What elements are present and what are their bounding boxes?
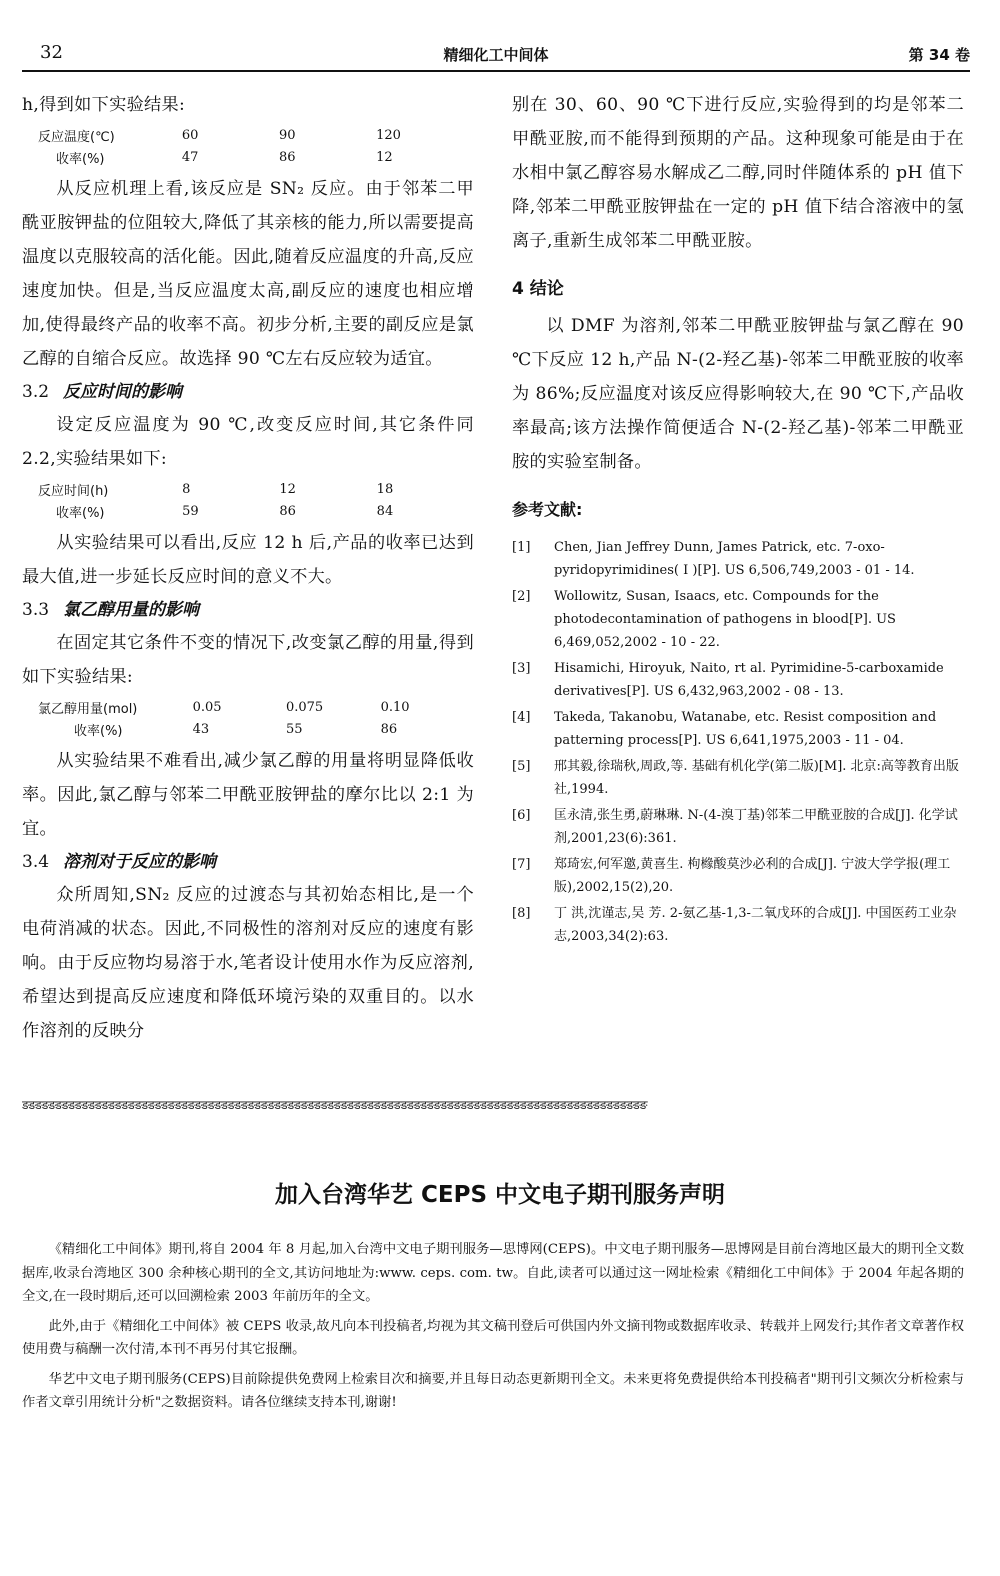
reference-number: [3]	[512, 661, 531, 676]
section-title: 氯乙醇用量的影响	[63, 600, 200, 620]
reference-item	[512, 585, 964, 654]
reference-number: [7]	[512, 857, 531, 872]
paragraph: 在固定其它条件不变的情况下,改变氯乙醇的用量,得到如下实验结果:	[22, 633, 474, 687]
table-cell: 0.10	[380, 699, 410, 715]
reference-text: 丁 洪,沈谨志,吴 芳. 2-氨乙基-1,3-二氧戊环的合成[J]. 中国医药工业杂志,2003,34(2):63.	[554, 906, 957, 944]
left-column	[22, 88, 474, 1048]
reference-text: 邢其毅,徐瑞秋,周政,等. 基础有机化学(第二版)[M]. 北京:高等教育出版社,1994.	[554, 759, 959, 797]
table-cell: 47	[181, 149, 199, 165]
reference-item	[512, 657, 964, 703]
table-row	[22, 718, 474, 740]
paragraph: 众所周知,SN₂ 反应的过渡态与其初始态相比,是一个电荷消减的状态。因此,不同极性的溶剂对反应的速度有影响。由于反应物均易溶于水,笔者设计使用水作为反应溶剂,希望达到提高反应速度和降低环境污染的双重目的。以水作溶剂的反映分	[22, 885, 474, 1041]
reference-list	[512, 536, 964, 948]
table-cell: 86	[380, 721, 398, 737]
section-heading-4: 4 结论	[512, 279, 564, 299]
row-label: 氯乙醇用量(mol)	[38, 701, 138, 717]
table-cell: 84	[376, 503, 394, 519]
reference-text: Chen, Jian Jeffrey Dunn, James Patrick, etc. 7-oxo-pyridopyrimidines( Ⅰ )[P]. US 6,506,749,2003 - 01 - 14.	[554, 540, 915, 578]
table-cell: 59	[182, 503, 199, 519]
paragraph: 从反应机理上看,该反应是 SN₂ 反应。由于邻苯二甲酰亚胺钾盐的位阻较大,降低了其亲核的能力,所以需要提高温度以克服较高的活化能。因此,随着反应温度的升高,反应速度加快。但是,当反应温度太高,副反应的速度也相应增加,使得最终产品的收率不高。初步分析,主要的副反应是氯乙醇的自缩合反应。故选择 90 ℃左右反应较为适宜。	[22, 179, 474, 369]
reference-number: [4]	[512, 710, 531, 725]
paragraph: 从实验结果不难看出,减少氯乙醇的用量将明显降低收率。因此,氯乙醇与邻苯二甲酰亚胺钾盐的摩尔比以 2:1 为宜。	[22, 751, 474, 839]
table-cell: 60	[181, 127, 199, 143]
reference-number: [5]	[512, 759, 531, 774]
table-cell: 55	[285, 721, 303, 737]
right-column	[512, 88, 964, 951]
reference-text: Hisamichi, Hiroyuk, Naito, rt al. Pyrimidine-5-carboxamide derivatives[P]. US 6,432,963,2002 - 08 - 13.	[554, 661, 944, 699]
table-cell: 12	[376, 149, 393, 165]
row-label: 收率(%)	[56, 151, 105, 167]
notice-paragraph: 此外,由于《精细化工中间体》被 CEPS 收录,故凡向本刊投稿者,均视为其文稿刊登后可供国内外文摘刊物或数据库收录、转载并上网发行;其作者文章著作权使用费与稿酬一次付清,本刊不再另付其它报酬。	[22, 1318, 964, 1357]
table-row	[22, 146, 474, 168]
paragraph: 以 DMF 为溶剂,邻苯二甲酰亚胺钾盐与氯乙醇在 90 ℃下反应 12 h,产品 N-(2-羟乙基)-邻苯二甲酰亚胺的收率为 86%;反应温度对该反应得影响较大,在 90 ℃下,产品收率最高;该方法操作简便适合 N-(2-羟乙基)-邻苯二甲酰亚胺的实验室制备。	[512, 316, 964, 472]
reference-item	[512, 755, 964, 801]
result-table-dosage	[22, 696, 474, 740]
section-number: 3.2	[22, 382, 50, 402]
page-number: 32	[40, 42, 63, 63]
reference-item	[512, 536, 964, 582]
table-cell: 43	[192, 721, 210, 737]
table-cell: 8	[182, 481, 191, 497]
table-cell: 0.075	[285, 699, 324, 715]
reference-text: 郑琦宏,何军邀,黄喜生. 枸橼酸莫沙必利的合成[J]. 宁波大学学报(理工版),2002,15(2),20.	[554, 857, 951, 895]
references-title: 参考文献:	[512, 500, 583, 519]
notice-paragraph: 《精细化工中间体》期刊,将自 2004 年 8 月起,加入台湾中文电子期刊服务—思博网(CEPS)。中文电子期刊服务—思博网是目前台湾地区最大的期刊全文数据库,收录台湾地区 300 余种核心期刊的全文,其访问地址为:www. ceps. com. tw。自此,读者可以通过这一网址检索《精细化工中间体》于 2004 年起各期的全文,在一段时期后,还可以回溯检索 2003 年前历年的全文。	[22, 1242, 964, 1304]
notice-paragraph: 华艺中文电子期刊服务(CEPS)目前除提供免费网上检索目次和摘要,并且每日动态更新期刊全文。未来更将免费提供给本刊投稿者"期刊引文频次分析检索与作者文章引用统计分析"之数据资料。请各位继续支持本刊,谢谢!	[22, 1371, 964, 1410]
header-rule	[22, 70, 970, 72]
table-row	[22, 500, 474, 522]
section-title: 溶剂对于反应的影响	[63, 852, 217, 872]
section-heading-3-2	[22, 376, 474, 408]
table-cell: 90	[279, 127, 296, 143]
table-row	[22, 124, 474, 146]
section-heading-3-3	[22, 594, 474, 626]
page-header	[22, 40, 970, 70]
row-label: 收率(%)	[56, 505, 105, 521]
reference-number: [1]	[512, 540, 531, 555]
table-cell: 120	[376, 127, 401, 143]
reference-number: [2]	[512, 589, 531, 604]
table-cell: 0.05	[192, 699, 222, 715]
reference-item	[512, 902, 964, 948]
volume-label: 第 34 卷	[908, 46, 970, 64]
reference-item	[512, 706, 964, 752]
reference-number: [6]	[512, 808, 531, 823]
reference-number: [8]	[512, 906, 531, 921]
result-table-temperature	[22, 124, 474, 168]
section-number: 3.3	[22, 600, 50, 620]
paragraph: 别在 30、60、90 ℃下进行反应,实验得到的均是邻苯二甲酰亚胺,而不能得到预期的产品。这种现象可能是由于在水相中氯乙醇容易水解成乙二醇,同时伴随体系的 pH 值下降,邻苯二甲酰亚胺钾盐在一定的 pH 值下结合溶液中的氢离子,重新生成邻苯二甲酰亚胺。	[512, 95, 964, 251]
section-number: 3.4	[22, 852, 50, 872]
row-label: 收率(%)	[74, 723, 123, 739]
paragraph: 设定反应温度为 90 ℃,改变反应时间,其它条件同 2.2,实验结果如下:	[22, 415, 474, 469]
reference-item	[512, 804, 964, 850]
reference-item	[512, 853, 964, 899]
section-title: 反应时间的影响	[63, 382, 183, 402]
journal-title: 精细化工中间体	[443, 46, 549, 64]
reference-text: Wollowitz, Susan, Isaacs, etc. Compounds for the photodecontamination of pathogens in blood[P]. US 6,469,052,2002 - 10 - 22.	[554, 589, 896, 650]
notice-title: 加入台湾华艺 CEPS 中文电子期刊服务声明	[274, 1182, 726, 1208]
row-label: 反应时间(h)	[38, 483, 109, 499]
table-cell: 18	[376, 481, 394, 497]
notice-body	[22, 1238, 964, 1421]
result-table-time	[22, 478, 474, 522]
table-row	[22, 696, 474, 718]
table-cell: 12	[279, 481, 296, 497]
paragraph: 从实验结果可以看出,反应 12 h 后,产品的收率已达到最大值,进一步延长反应时间的意义不大。	[22, 533, 474, 587]
table-cell: 86	[279, 149, 296, 165]
table-cell: 86	[279, 503, 296, 519]
section-heading-3-4	[22, 846, 474, 878]
row-label: 反应温度(℃)	[38, 129, 115, 145]
decorative-divider: ङङङङङङङङङङङङङङङङङङङङङङङङङङङङङङङङङङङङङङङङङङङङङङङङङङङङङङङङङङङङङङङङङङङङङङङङङङङङङङङङङङङङङङङङङङङङङङ	[22, 1098, 647, 1112]
reference-text: Takeda, Takanobu, Watanabe, etc. Resist composition and patterning process[P]. US 6,641,1975,2003 - 11 - 04.	[554, 710, 937, 748]
reference-text: 匡永清,张生勇,蔚琳琳. N-(4-溴丁基)邻苯二甲酰亚胺的合成[J]. 化学试剂,2001,23(6):361.	[554, 808, 958, 846]
paragraph: h,得到如下实验结果:	[22, 95, 186, 115]
table-row	[22, 478, 474, 500]
